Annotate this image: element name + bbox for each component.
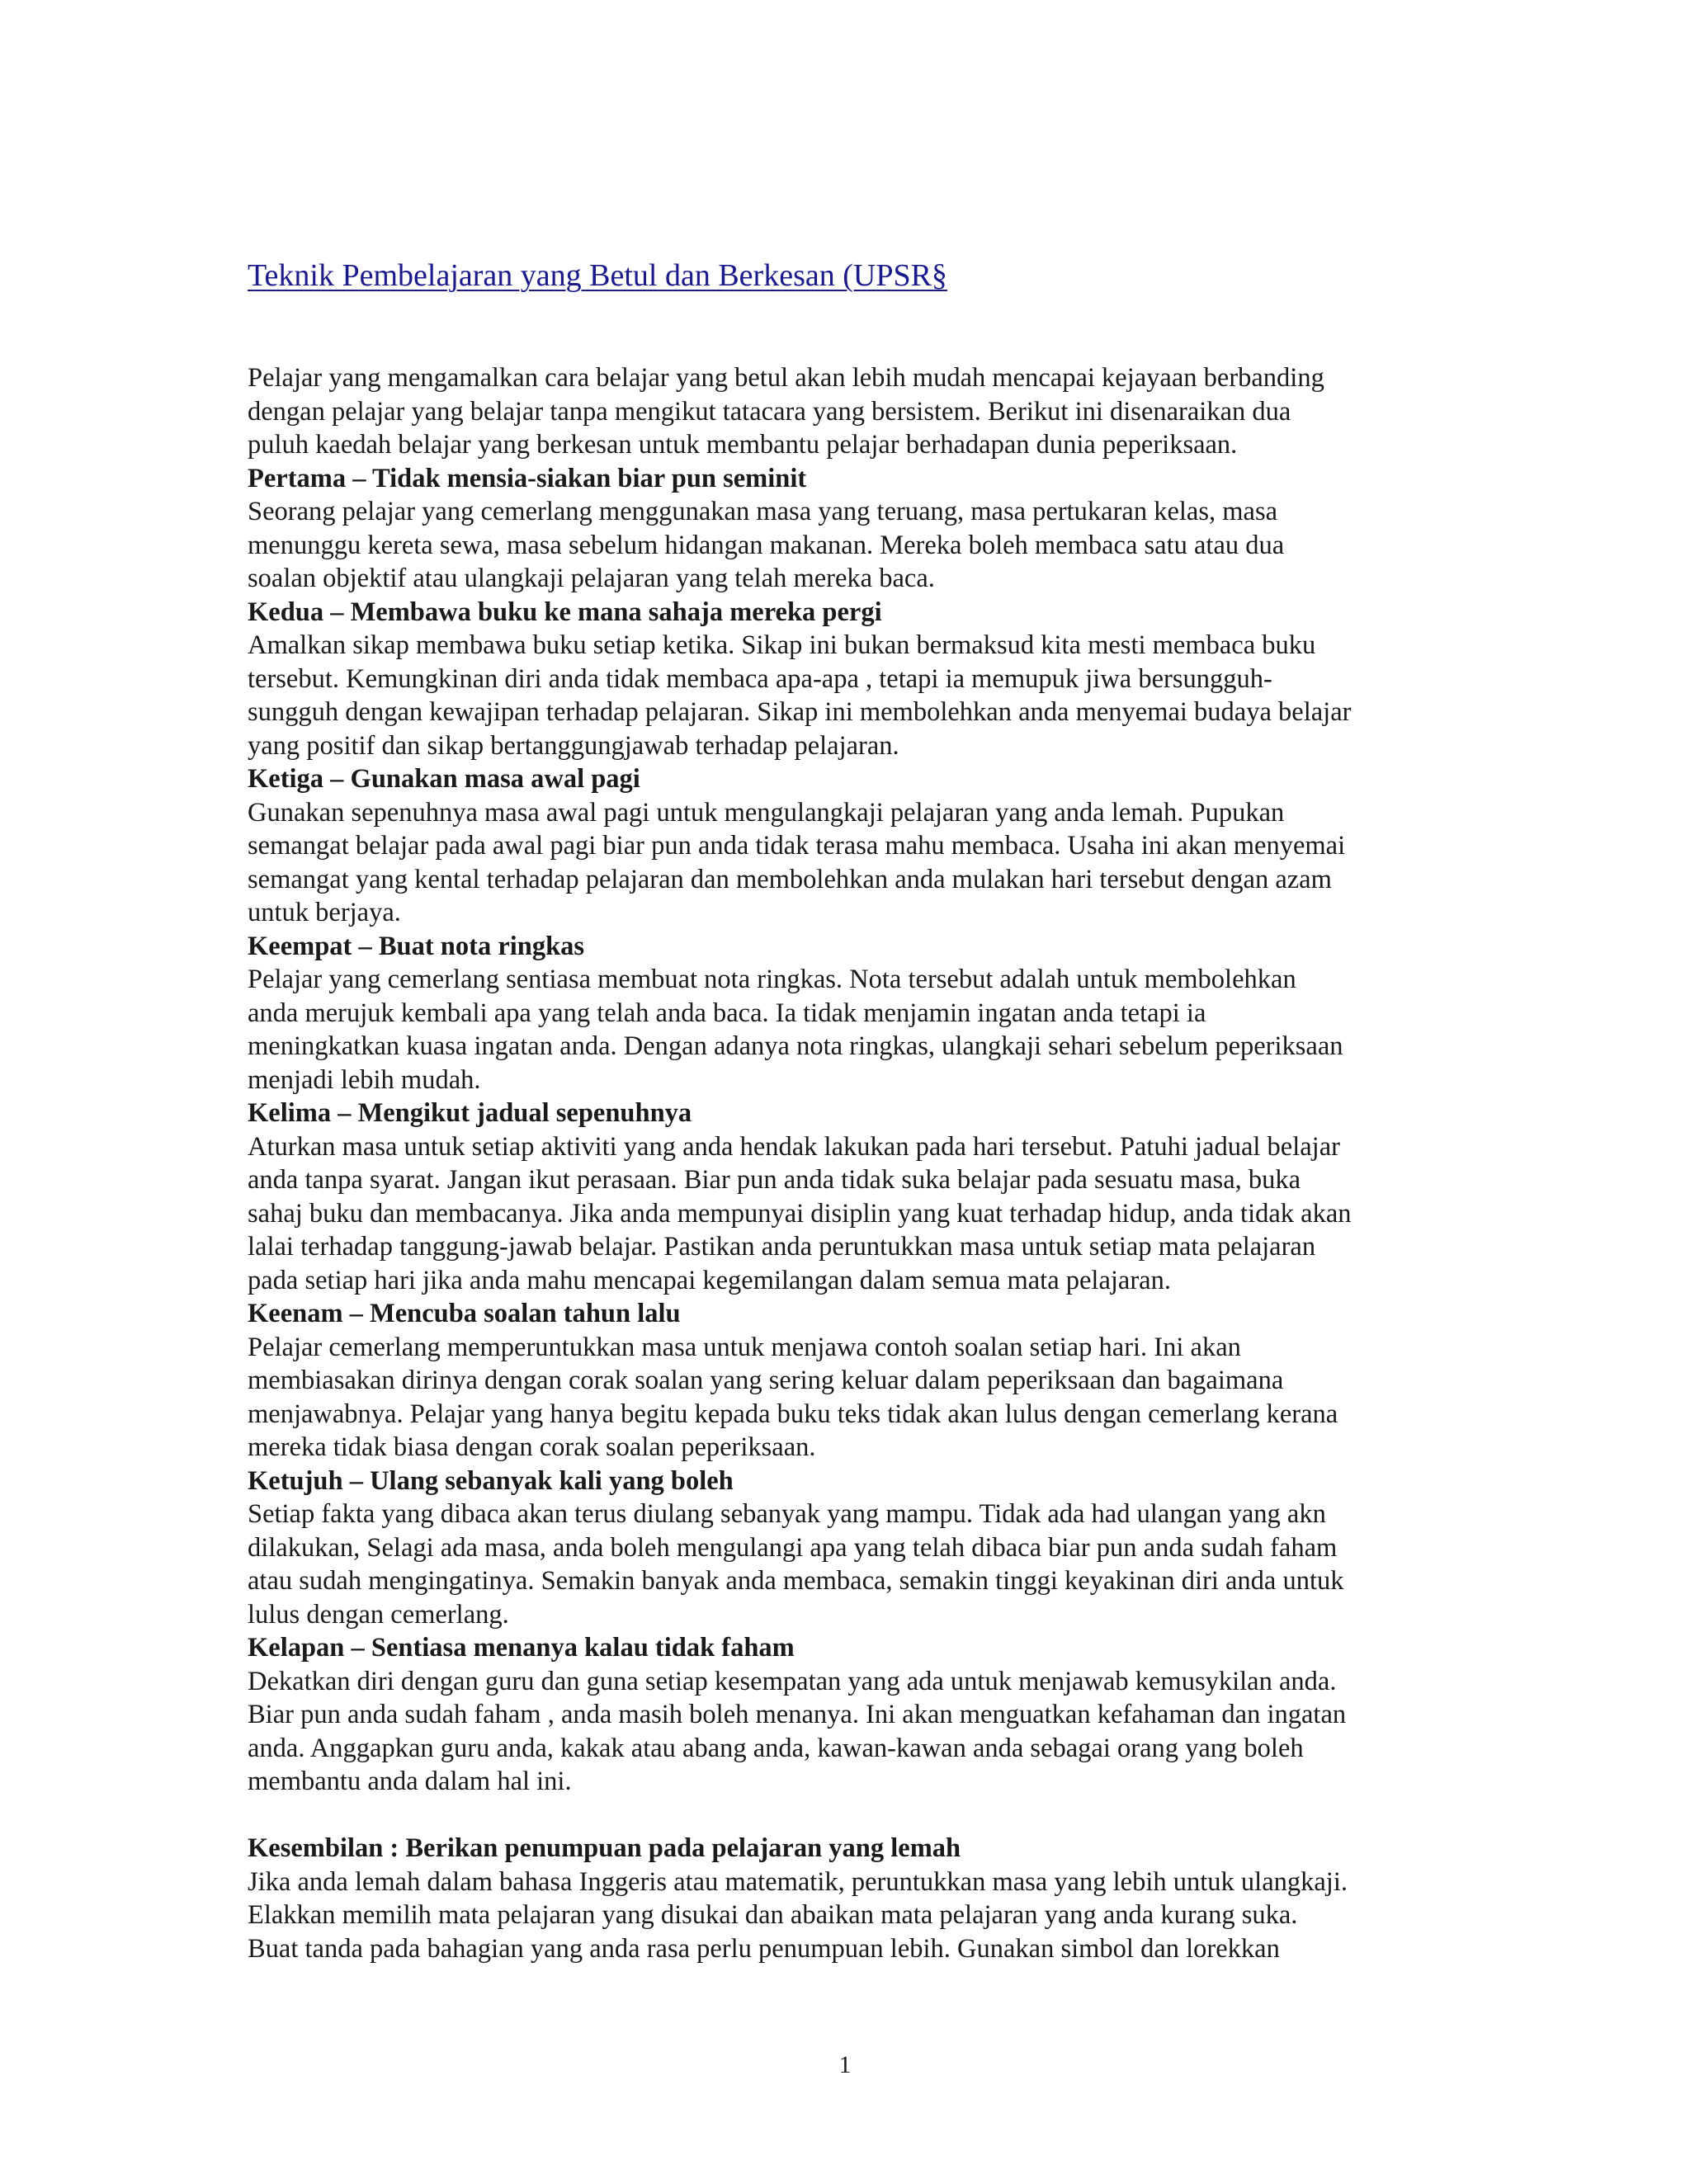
section-heading: Kedua – Membawa buku ke mana sahaja mereka pergi	[248, 597, 882, 627]
section-heading: Kelima – Mengikut jadual sepenuhnya	[248, 1098, 692, 1128]
body-line: membantu anda dalam hal ini.	[248, 1767, 572, 1796]
body-line: yang positif dan sikap bertanggungjawab terhadap pelajaran.	[248, 730, 899, 761]
document-title[interactable]: Teknik Pembelajaran yang Betul dan Berkesan (UPSR§	[248, 258, 947, 293]
body-line: sungguh dengan kewajipan terhadap pelajaran. Sikap ini membolehkan anda menyemai budaya belajar	[248, 697, 1352, 727]
section-heading: Kelapan – Sentiasa menanya kalau tidak faham	[248, 1633, 795, 1663]
body-line: lulus dengan cemerlang.	[248, 1599, 509, 1630]
body-line: Biar pun anda sudah faham , anda masih boleh menanya. Ini akan menguatkan kefahaman dan ingatan	[248, 1700, 1347, 1729]
body-line: Buat tanda pada bahagian yang anda rasa perlu penumpuan lebih. Gunakan simbol dan lorekkan	[248, 1933, 1280, 1964]
body-line: lalai terhadap tanggung-jawab belajar. Pastikan anda peruntukkan masa untuk setiap mata pelajaran	[248, 1232, 1316, 1262]
intro-line: dengan pelajar yang belajar tanpa mengikut tatacara yang bersistem. Berikut ini disenaraikan dua	[248, 396, 1291, 427]
body-line: atau sudah mengingatinya. Semakin banyak anda membaca, semakin tinggi keyakinan diri anda untuk	[248, 1566, 1344, 1596]
body-line: tersebut. Kemungkinan diri anda tidak membaca apa-apa , tetapi ia memupuk jiwa bersungguh-	[248, 663, 1272, 694]
body-line: menjadi lebih mudah.	[248, 1064, 481, 1095]
body-line: meningkatkan kuasa ingatan anda. Dengan adanya nota ringkas, ulangkaji sehari sebelum peperiksaan	[248, 1031, 1343, 1061]
body-line: Elakkan memilih mata pelajaran yang disukai dan abaikan mata pelajaran yang anda kurang suka.	[248, 1900, 1298, 1930]
body-line: anda. Anggapkan guru anda, kakak atau abang anda, kawan-kawan anda sebagai orang yang boleh	[248, 1733, 1304, 1763]
section-heading: Pertama – Tidak mensia-siakan biar pun seminit	[248, 463, 807, 493]
body-line: Aturkan masa untuk setiap aktiviti yang anda hendak lakukan pada hari tersebut. Patuhi jadual belajar	[248, 1131, 1340, 1162]
body-line: Gunakan sepenuhnya masa awal pagi untuk mengulangkaji pelajaran yang anda lemah. Pupukan	[248, 797, 1285, 828]
document-body	[248, 361, 1452, 1965]
body-line: menunggu kereta sewa, masa sebelum hidangan makanan. Mereka boleh membaca satu atau dua	[248, 530, 1285, 560]
body-line: anda tanpa syarat. Jangan ikut perasaan. Biar pun anda tidak suka belajar pada sesuatu masa, buka	[248, 1165, 1301, 1195]
body-line: dilakukan, Selagi ada masa, anda boleh mengulangi apa yang telah dibaca biar pun anda sudah faham	[248, 1532, 1338, 1563]
body-line: Pelajar yang cemerlang sentiasa membuat nota ringkas. Nota tersebut adalah untuk membolehkan	[248, 965, 1296, 994]
body-line: semangat belajar pada awal pagi biar pun anda tidak terasa mahu membaca. Usaha ini akan menyemai	[248, 831, 1346, 861]
body-line: Pelajar cemerlang memperuntukkan masa untuk menjawa contoh soalan setiap hari. Ini akan	[248, 1332, 1241, 1362]
body-line: menjawabnya. Pelajar yang hanya begitu kepada buku teks tidak akan lulus dengan cemerlang kerana	[248, 1399, 1338, 1429]
body-line: Dekatkan diri dengan guru dan guna setiap kesempatan yang ada untuk menjawab kemusykilan anda.	[248, 1666, 1337, 1696]
intro-line: Pelajar yang mengamalkan cara belajar yang betul akan lebih mudah mencapai kejayaan berbanding	[248, 363, 1324, 393]
body-line: anda merujuk kembali apa yang telah anda baca. Ia tidak menjamin ingatan anda tetapi ia	[248, 998, 1206, 1028]
body-line: Amalkan sikap membawa buku setiap ketika. Sikap ini bukan bermaksud kita mesti membaca buku	[248, 630, 1316, 660]
section-heading: Kesembilan : Berikan penumpuan pada pelajaran yang lemah	[248, 1833, 961, 1863]
section-heading: Keenam – Mencuba soalan tahun lalu	[248, 1299, 681, 1328]
body-line: membiasakan dirinya dengan corak soalan yang sering keluar dalam peperiksaan dan bagaimana	[248, 1366, 1284, 1395]
paragraph-gap	[248, 1799, 1452, 1833]
body-line: pada setiap hari jika anda mahu mencapai kegemilangan dalam semua mata pelajaran.	[248, 1265, 1171, 1295]
section-heading: Keempat – Buat nota ringkas	[248, 931, 585, 961]
body-line: Setiap fakta yang dibaca akan terus diulang sebanyak yang mampu. Tidak ada had ulangan yang akn	[248, 1499, 1326, 1529]
body-line: semangat yang kental terhadap pelajaran dan membolehkan anda mulakan hari tersebut dengan azam	[248, 864, 1332, 894]
intro-line: puluh kaedah belajar yang berkesan untuk membantu pelajar berhadapan dunia peperiksaan.	[248, 430, 1238, 460]
body-line: untuk berjaya.	[248, 898, 401, 927]
body-line: sahaj buku dan membacanya. Jika anda mempunyai disiplin yang kuat terhadap hidup, anda tidak akan	[248, 1198, 1352, 1229]
section-heading: Ketiga – Gunakan masa awal pagi	[248, 764, 640, 794]
body-line: Seorang pelajar yang cemerlang menggunakan masa yang teruang, masa pertukaran kelas, masa	[248, 497, 1278, 526]
body-line: mereka tidak biasa dengan corak soalan peperiksaan.	[248, 1432, 816, 1462]
section-heading: Ketujuh – Ulang sebanyak kali yang boleh	[248, 1465, 734, 1496]
page-number: 1	[838, 2051, 852, 2078]
body-line: Jika anda lemah dalam bahasa Inggeris atau matematik, peruntukkan masa yang lebih untuk ulangkaji.	[248, 1866, 1348, 1897]
body-line: soalan objektif atau ulangkaji pelajaran yang telah mereka baca.	[248, 564, 935, 593]
